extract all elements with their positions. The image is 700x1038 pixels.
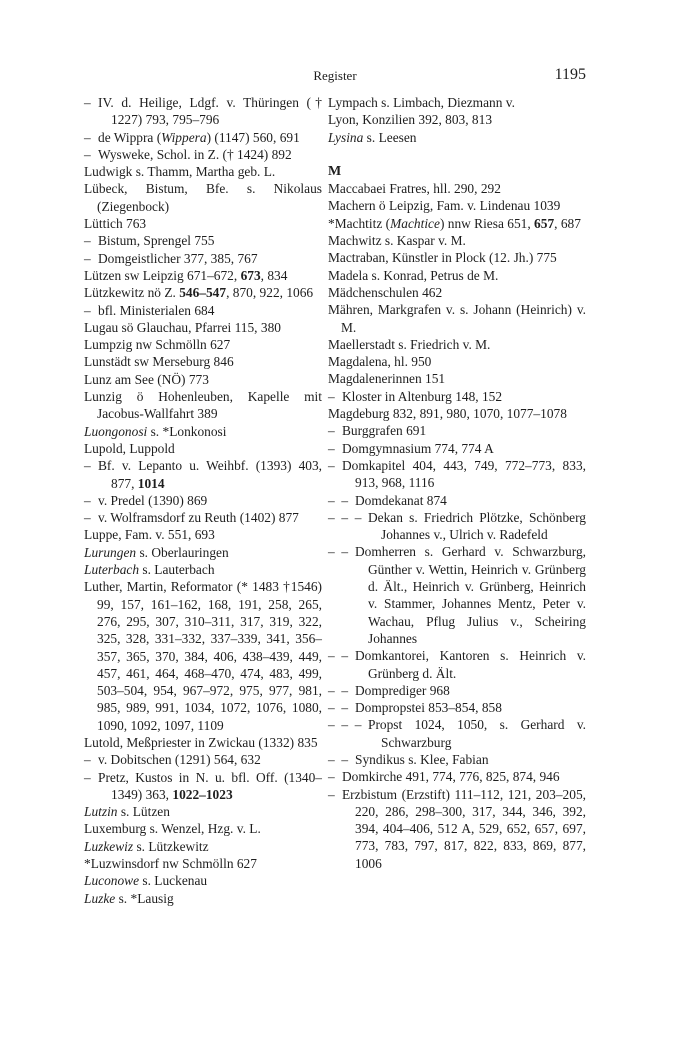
index-entry <box>84 561 322 578</box>
sub-entry-dash: – – <box>328 751 349 767</box>
entry-text: Lysina <box>328 129 364 145</box>
entry-text: Domkantorei, Kantoren s. Heinrich v. Grünberg d. Ält. <box>355 648 586 681</box>
entry-text: Lützen sw Leipzig 671–672, <box>84 267 241 283</box>
index-entry <box>328 284 586 301</box>
index-entry <box>328 699 586 716</box>
index-entry <box>328 543 586 647</box>
entry-text: Luppe, Fam. v. 551, 693 <box>84 527 215 543</box>
entry-text: Lugau sö Glauchau, Pfarrei 115, 380 <box>84 319 281 335</box>
index-entry <box>84 526 322 543</box>
index-entry <box>84 890 322 907</box>
entry-text: Dekan s. Friedrich Plötzke, Schönberg Johannes v., Ulrich v. Radefeld <box>368 509 586 543</box>
entry-text: Luzke <box>84 890 116 906</box>
index-entry <box>84 509 322 526</box>
index-entry <box>84 129 322 146</box>
entry-text: Lunzig ö Hohenleuben, Kapelle mit Jacobus-Wallfahrt 389 <box>84 389 322 422</box>
entry-text: Lunstädt sw Merseburg 846 <box>84 354 234 370</box>
entry-text: Domkapitel 404, 443, 749, 772–773, 833, 913, 968, 1116 <box>342 457 586 491</box>
entry-text: *Luzwinsdorf nw Schmölln 627 <box>84 856 257 872</box>
index-entry <box>84 215 322 232</box>
index-entry <box>84 872 322 889</box>
page-number: 1195 <box>554 66 586 83</box>
entry-text: ) nnw Riesa 651, <box>439 215 535 231</box>
index-entry <box>84 803 322 820</box>
sub-entry-dash: – – – <box>328 509 362 525</box>
index-entry <box>84 353 322 370</box>
sub-entry-dash: – <box>84 510 91 526</box>
entry-text: , 870, 922, 1066 <box>226 285 314 301</box>
index-entry <box>328 370 586 387</box>
sub-entry-dash: – <box>328 388 335 404</box>
entry-text: Domgeistlicher 377, 385, 767 <box>98 250 258 266</box>
entry-text: Lupold, Luppold <box>84 440 175 456</box>
entry-text: Magdalenerinnen 151 <box>328 371 446 387</box>
sub-entry-dash: – <box>84 146 91 162</box>
index-entry <box>328 492 586 509</box>
sub-entry-dash: – <box>84 95 91 110</box>
entry-text: s. Oberlauringen <box>136 544 229 560</box>
entry-text: , 687 <box>554 215 581 231</box>
entry-text: Luzkewiz <box>84 838 134 854</box>
index-entry <box>328 301 586 336</box>
index-entry <box>328 215 586 232</box>
sub-entry-dash: – <box>84 458 91 474</box>
index-entry <box>84 751 322 768</box>
entry-text: Dompropstei 853–854, 858 <box>355 700 502 716</box>
index-entry <box>328 405 586 422</box>
entry-text: Maccabaei Fratres, hll. 290, 292 <box>328 181 501 197</box>
index-entry <box>84 388 322 423</box>
entry-text: Luconowe <box>84 873 140 889</box>
index-entry <box>84 163 322 180</box>
index-entry <box>84 769 322 804</box>
entry-text: s. Lauterbach <box>139 562 215 578</box>
entry-text: Domherren s. Gerhard v. Schwarzburg, Günther v. Wettin, Heinrich v. Grünberg d. Ält., Heinrich v. Grünberg, Heinrich v. Stammer, Johannes Mentz, Peter v. Wachau, Pflug Julius v., Scheiring Johannes <box>355 544 586 646</box>
entry-text: Domkirche 491, 774, 776, 825, 874, 946 <box>342 769 560 785</box>
page-header <box>84 66 586 86</box>
sub-entry-dash: – <box>84 233 91 249</box>
sub-entry-dash: – <box>84 492 91 508</box>
index-entry <box>84 457 322 492</box>
entry-text: Maellerstadt s. Friedrich v. M. <box>328 336 491 352</box>
index-entry <box>84 440 322 457</box>
index-entry <box>84 232 322 249</box>
entry-text: s. Lützen <box>117 804 170 820</box>
index-entry <box>84 734 322 751</box>
entry-text: Lurungen <box>84 544 137 560</box>
entry-text: Machtice <box>390 215 440 231</box>
sub-entry-dash: – <box>84 129 91 145</box>
sub-entry-dash: – <box>84 250 91 266</box>
sub-entry-dash: – <box>328 457 335 473</box>
index-column-left <box>84 94 322 907</box>
entry-text: s. Luckenau <box>139 873 208 889</box>
sub-entry-dash: – – <box>328 682 349 698</box>
sub-entry-dash: – <box>84 769 91 785</box>
entry-text: Domgymnasium 774, 774 A <box>342 440 494 456</box>
index-entry <box>328 180 586 197</box>
entry-text: bfl. Ministerialen 684 <box>98 302 215 318</box>
entry-text: Magdalena, hl. 950 <box>328 354 432 370</box>
entry-text: v. Wolframsdorf zu Reuth (1402) 877 <box>98 510 299 526</box>
sub-entry-dash: – – <box>328 544 349 560</box>
index-entry <box>328 647 586 682</box>
sub-entry-dash: – <box>328 786 335 802</box>
entry-text: Machern ö Leipzig, Fam. v. Lindenau 1039 <box>328 198 561 214</box>
entry-text: Syndikus s. Klee, Fabian <box>355 751 489 767</box>
index-entry <box>84 855 322 872</box>
index-entry <box>328 509 586 544</box>
index-entry <box>84 267 322 284</box>
entry-text: Mädchenschulen 462 <box>328 284 443 300</box>
index-entry <box>328 232 586 249</box>
sub-entry-dash: – – <box>328 648 349 664</box>
index-entry <box>84 371 322 388</box>
index-entry <box>84 838 322 855</box>
index-entry <box>84 492 322 509</box>
index-entry <box>328 336 586 353</box>
entry-text: Lutzin <box>84 804 118 820</box>
index-entry <box>328 129 586 146</box>
running-head: Register <box>313 68 357 83</box>
sub-entry-dash: – – – <box>328 717 362 733</box>
entry-text: 1014 <box>137 475 165 491</box>
index-entry <box>328 249 586 266</box>
index-entry <box>328 751 586 768</box>
entry-text: IV. d. Heilige, Ldgf. v. Thüringen († 1227) 793, 795–796 <box>98 95 322 128</box>
index-entry <box>84 336 322 353</box>
entry-text: Ludwigk s. Thamm, Martha geb. L. <box>84 164 276 180</box>
entry-text: Lympach s. Limbach, Diezmann v. <box>328 95 515 110</box>
entry-text: , 834 <box>260 267 288 283</box>
entry-text: Luterbach <box>84 562 140 578</box>
entry-text: v. Predel (1390) 869 <box>98 492 208 508</box>
index-entry <box>328 457 586 492</box>
entry-text: Lumpzig nw Schmölln 627 <box>84 337 231 353</box>
entry-text: s. *Lonkonosi <box>147 423 227 439</box>
entry-text: 657 <box>534 215 555 231</box>
sub-entry-dash: – <box>84 752 91 768</box>
entry-text: Erzbistum (Erzstift) 111–112, 121, 203–205, 220, 286, 298–300, 317, 344, 346, 392, 394, 404–406, 512 A, 529, 652, 657, 697, 773, 783, 797, 817, 822, 833, 869, 877, 1006 <box>342 786 586 871</box>
index-entry <box>328 682 586 699</box>
index-entry <box>328 111 586 128</box>
index-entry <box>84 146 322 163</box>
entry-text: Bistum, Sprengel 755 <box>98 233 215 249</box>
index-entry <box>84 423 322 440</box>
sub-entry-dash: – <box>328 440 335 456</box>
entry-text: Lützkewitz nö Z. <box>84 285 180 301</box>
index-entry <box>84 94 322 129</box>
entry-text: v. Dobitschen (1291) 564, 632 <box>98 752 261 768</box>
index-entry <box>328 353 586 370</box>
entry-text: ) (1147) 560, 691 <box>206 129 300 145</box>
entry-text: 1022–1023 <box>172 786 233 802</box>
entry-text: Lüttich 763 <box>84 216 147 232</box>
index-entry <box>84 820 322 837</box>
entry-text: Domdekanat 874 <box>355 492 447 508</box>
sub-entry-dash: – – <box>328 492 349 508</box>
entry-text: Wippera <box>161 129 207 145</box>
entry-text: Luther, Martin, Reformator (* 1483 †1546) 99, 157, 161–162, 168, 191, 258, 265, 276, 295, 307, 310–311, 317, 319, 322, 325, 328, 331–332, 337–339, 341, 356–357, 365, 370, 384, 406, 438–439, 449, 457, 461, 464, 468–470, 474, 483, 499, 503–504, 954, 967–972, 975, 977, 981, 985, 989, 991, 1034, 1072, 1076, 1080, 1090, 1092, 1097, 1109 <box>84 579 322 733</box>
entry-text: Luongonosi <box>84 423 148 439</box>
entry-text: Mähren, Markgrafen v. s. Johann (Heinrich) v. M. <box>328 302 586 335</box>
index-entry <box>84 544 322 561</box>
entry-text: Lutold, Meßpriester in Zwickau (1332) 835 <box>84 734 318 750</box>
index-entry <box>84 284 322 301</box>
entry-text: Bf. v. Lepanto u. Weihbf. (1393) 403, 877, <box>98 458 322 491</box>
entry-text: s. Lützkewitz <box>133 838 209 854</box>
index-entry <box>84 319 322 336</box>
entry-text: Lyon, Konzilien 392, 803, 813 <box>328 112 493 128</box>
entry-text: Pretz, Kustos in N. u. bfl. Off. (1340–1349) 363, <box>98 769 322 802</box>
entry-text: Madela s. Konrad, Petrus de M. <box>328 267 499 283</box>
entry-text: Machwitz s. Kaspar v. M. <box>328 233 466 249</box>
index-column-right <box>328 94 586 872</box>
sub-entry-dash: – – <box>328 700 349 716</box>
index-entry <box>328 197 586 214</box>
index-entry <box>84 250 322 267</box>
section-letter: M <box>328 163 342 179</box>
entry-text: s. *Lausig <box>115 890 174 906</box>
entry-text: 673 <box>240 267 261 283</box>
index-entry <box>84 302 322 319</box>
index-entry <box>328 388 586 405</box>
index-entry <box>328 768 586 785</box>
entry-text: Wysweke, Schol. in Z. († 1424) 892 <box>98 146 292 162</box>
entry-text: Kloster in Altenburg 148, 152 <box>342 388 503 404</box>
sub-entry-dash: – <box>328 769 335 785</box>
entry-text: Domprediger 968 <box>355 682 450 698</box>
index-entry <box>328 267 586 284</box>
entry-text: Lunz am See (NÖ) 773 <box>84 371 209 387</box>
entry-text: Propst 1024, 1050, s. Gerhard v. Schwarzburg <box>368 717 586 750</box>
sub-entry-dash: – <box>328 423 335 439</box>
index-entry <box>328 94 586 111</box>
entry-text: Magdeburg 832, 891, 980, 1070, 1077–1078 <box>328 406 567 422</box>
entry-text: *Machtitz ( <box>328 215 391 231</box>
index-entry <box>328 422 586 439</box>
index-entry <box>328 440 586 457</box>
index-entry <box>328 786 586 872</box>
entry-text: Mactraban, Künstler in Plock (12. Jh.) 775 <box>328 250 557 266</box>
entry-text: Luxemburg s. Wenzel, Hzg. v. L. <box>84 821 261 837</box>
entry-text: Lübeck, Bistum, Bfe. s. Nikolaus (Ziegenbock) <box>84 181 322 214</box>
entry-text: 546–547 <box>179 285 227 301</box>
index-entry <box>84 578 322 734</box>
sub-entry-dash: – <box>84 302 91 318</box>
index-entry <box>328 716 586 751</box>
index-entry <box>84 180 322 215</box>
entry-text: s. Leesen <box>363 129 417 145</box>
entry-text: de Wippra ( <box>98 129 162 145</box>
entry-text: Burggrafen 691 <box>342 423 427 439</box>
